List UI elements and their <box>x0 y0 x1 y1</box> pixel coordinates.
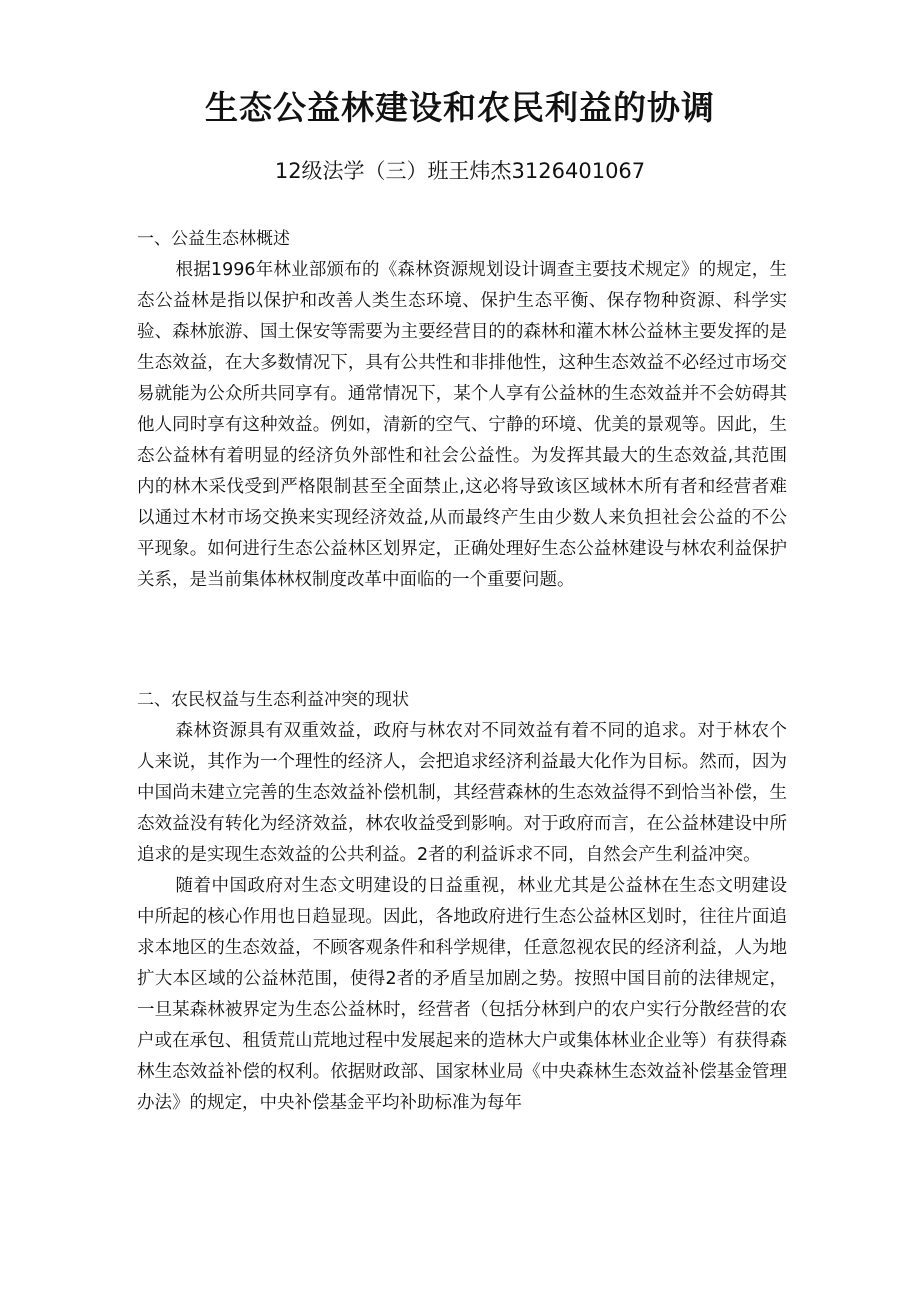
paragraph: 随着中国政府对生态文明建设的日益重视，林业尤其是公益林在生态文明建设中所起的核心作用也日趋显现。因此，各地政府进行生态公益林区划时，往往片面追求本地区的生态效益，不顾客观条件和科学规律，任意忽视农民的经济利益，人为地扩大本区域的公益林范围，使得2者的矛盾呈加剧之势。按照中国目前的法律规定，一旦某森林被界定为生态公益林时，经营者（包括分林到户的农户实行分散经营的农户或在承包、租赁荒山荒地过程中发展起来的造林大户或集体林业企业等）有获得森林生态效益补偿的权利。依据财政部、国家林业局《中央森林生态效益补偿基金管理办法》的规定，中央补偿基金平均补助标准为每年 <box>137 876 787 1113</box>
paragraph: 森林资源具有双重效益，政府与林农对不同效益有着不同的追求。对于林农个人来说，其作为一个理性的经济人，会把追求经济利益最大化作为目标。然而，因为中国尚未建立完善的生态效益补偿机制，其经营森林的生态效益得不到恰当补偿，生态效益没有转化为经济效益，林农收益受到影响。对于政府而言，在公益林建设中所追求的是实现生态效益的公共利益。2者的利益诉求不同，自然会产生利益冲突。 <box>137 721 787 865</box>
paragraph: 根据1996年林业部颁布的《森林资源规划设计调查主要技术规定》的规定，生态公益林是指以保护和改善人类生态环境、保护生态平衡、保存物种资源、科学实验、森林旅游、国土保安等需要为主要经营目的的森林和灌木林公益林主要发挥的是生态效益，在大多数情况下，具有公共性和非排他性，这种生态效益不必经过市场交易就能为公众所共同享有。通常情况下，某个人享有公益林的生态效益并不会妨碍其他人同时享有这种效益。例如，清新的空气、宁静的环境、优美的景观等。因此，生态公益林有着明显的经济负外部性和社会公益性。为发挥其最大的生态效益,其范围内的林木采伐受到严格限制甚至全面禁止,这必将导致该区域林木所有者和经营者难以通过木材市场交换来实现经济效益,从而最终产生由少数人来负担社会公益的不公平现象。如何进行生态公益林区划界定，正确处理好生态公益林建设与林农利益保护关系，是当前集体林权制度改革中面临的一个重要问题。 <box>137 260 787 590</box>
section-overview <box>137 224 787 596</box>
section-heading: 二、农民权益与生态利益冲突的现状 <box>137 690 409 710</box>
section-heading: 一、公益生态林概述 <box>137 229 290 249</box>
section-conflict <box>137 685 787 1119</box>
document-title: 生态公益林建设和农民利益的协调 <box>205 88 715 127</box>
author-line: 12级法学（三）班王炜杰3126401067 <box>274 159 646 183</box>
